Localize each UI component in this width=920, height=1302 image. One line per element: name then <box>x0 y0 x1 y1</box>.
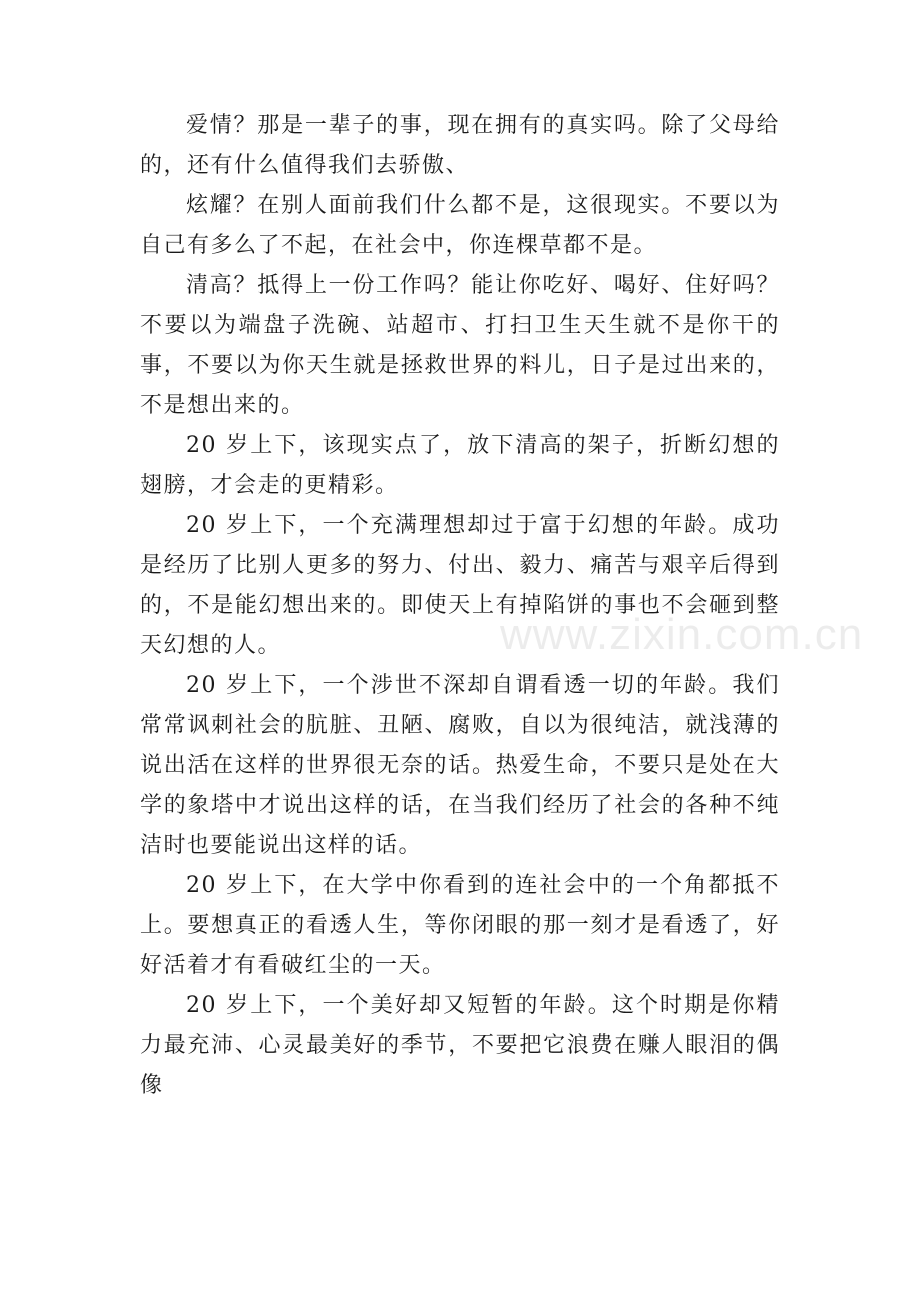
watermark: www.zixin.com.cn <box>500 610 864 659</box>
paragraph-5: 20 岁上下，一个充满理想却过于富于幻想的年龄。成功是经历了比别人更多的努力、付出、毅力、痛苦与艰辛后得到的，不是能幻想出来的。即使天上有掉陷饼的事也不会砸到整天幻想的人。 <box>140 513 780 658</box>
paragraph-2: 炫耀？在别人面前我们什么都不是，这很现实。不要以为自己有多么了不起，在社会中，你连棵草都不是。 <box>140 193 780 258</box>
paragraph-1: 爱情？那是一辈子的事，现在拥有的真实吗。除了父母给的，还有什么值得我们去骄傲、 <box>140 113 780 178</box>
paragraph-3: 清高？抵得上一份工作吗？能让你吃好、喝好、住好吗？不要以为端盘子洗碗、站超市、打扫卫生天生就不是你干的事，不要以为你天生就是拯救世界的料儿，日子是过出来的，不是想出来的。 <box>140 273 780 418</box>
document-body <box>140 106 780 1106</box>
paragraph-7: 20 岁上下，在大学中你看到的连社会中的一个角都抵不上。要想真正的看透人生，等你闭眼的那一刻才是看透了，好好活着才有看破红尘的一天。 <box>140 873 780 978</box>
paragraph-6: 20 岁上下，一个涉世不深却自谓看透一切的年龄。我们常常讽刺社会的肮脏、丑陋、腐败，自以为很纯洁，就浅薄的说出活在这样的世界很无奈的话。热爱生命，不要只是处在大学的象塔中才说出这样的话，在当我们经历了社会的各种不纯洁时也要能说出这样的话。 <box>140 673 780 858</box>
paragraph-4: 20 岁上下，该现实点了，放下清高的架子，折断幻想的翅膀，才会走的更精彩。 <box>140 433 780 498</box>
paragraph-8: 20 岁上下，一个美好却又短暂的年龄。这个时期是你精力最充沛、心灵最美好的季节，不要把它浪费在赚人眼泪的偶像 <box>140 993 780 1098</box>
